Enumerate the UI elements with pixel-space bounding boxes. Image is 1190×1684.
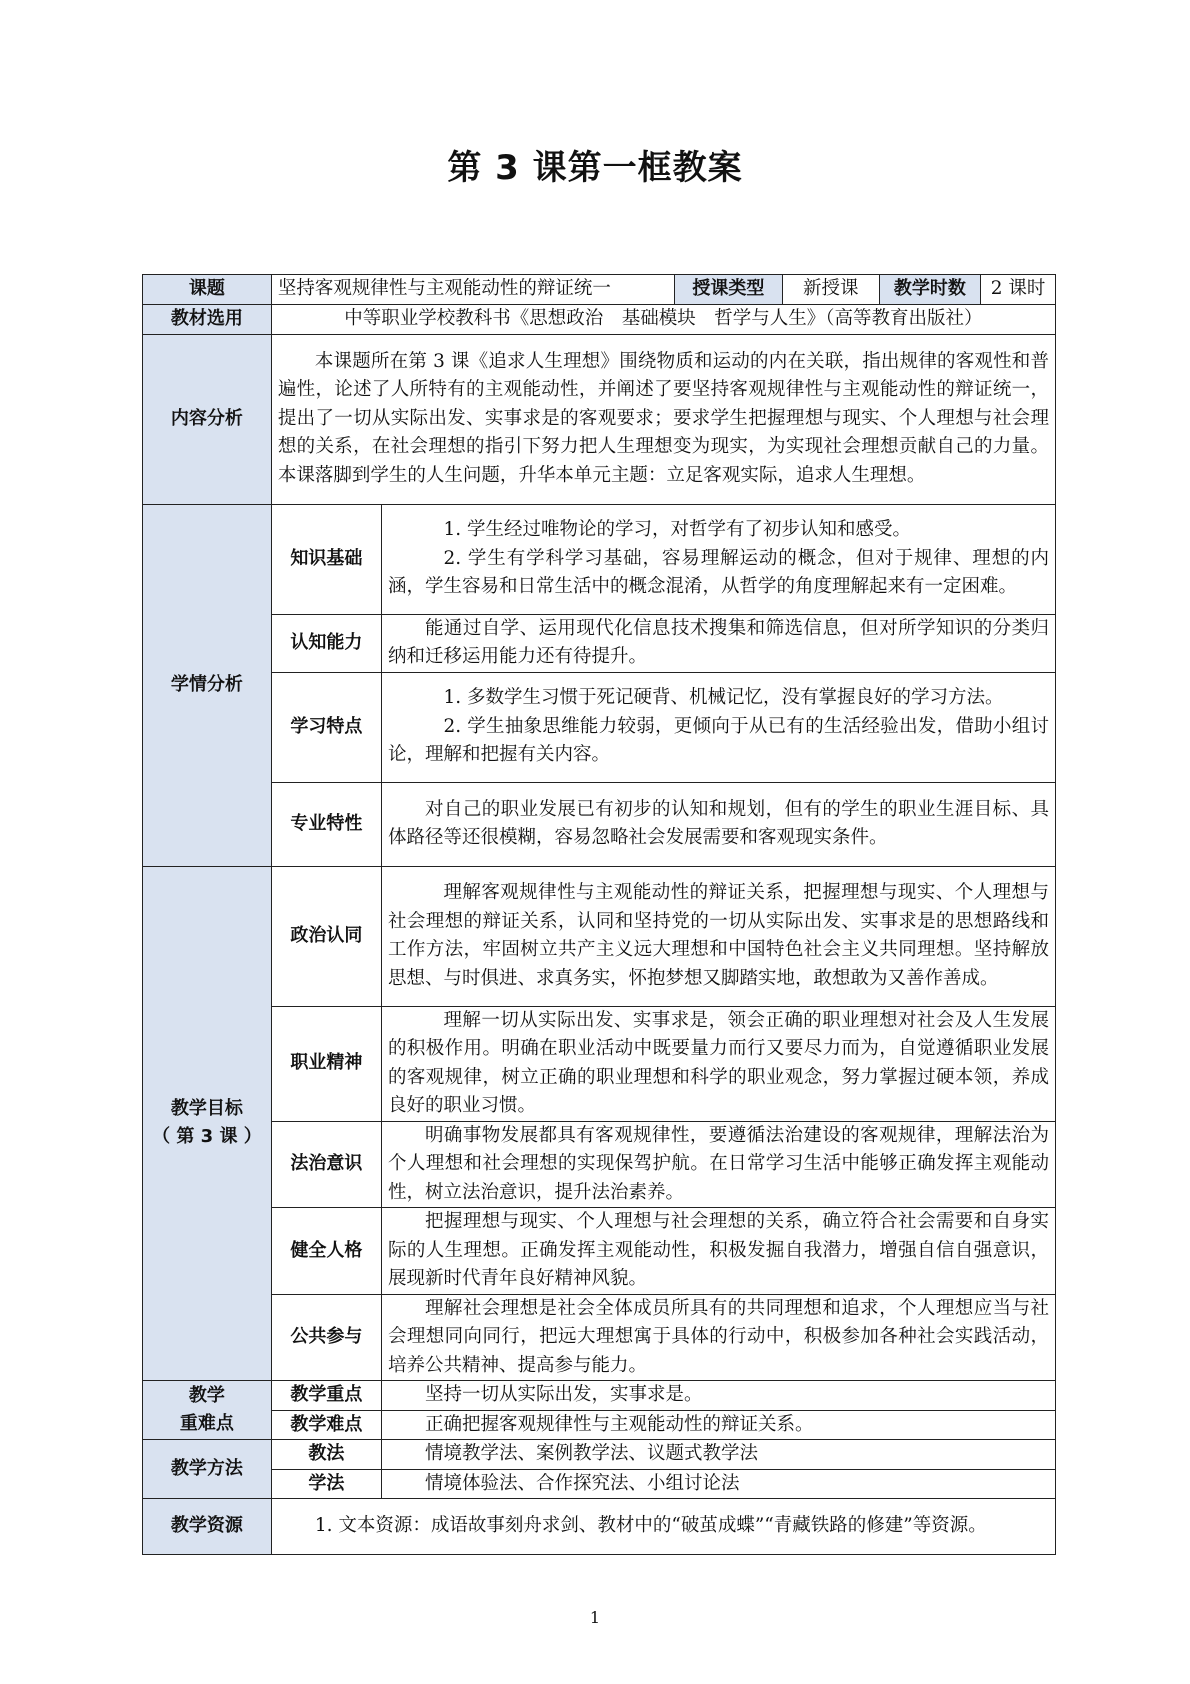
page-number: 1	[589, 1608, 601, 1627]
knowledge-base-point-2: 2. 学生有学科学习基础，容易理解运动的概念，但对于规律、理想的内涵，学生容易和日常生活中的概念混淆，从哲学的角度理解起来有一定困难。	[387, 547, 1049, 598]
resources-text: 1. 文本资源：成语故事刻舟求剑、教材中的“破茧成蝶”“青藏铁路的修建”等资源。	[271, 1499, 1055, 1555]
professional-traits-text: 对自己的职业发展已有初步的认知和规划，但有的学生的职业生涯目标、具体路径等还很模糊，容易忽略社会发展需要和客观现实条件。	[381, 782, 1055, 866]
objective-career-row	[143, 1006, 1056, 1121]
teaching-method-label: 教法	[271, 1440, 381, 1470]
rule-of-law-text: 明确事物发展都具有客观规律性，要遵循法治建设的客观规律，理解法治为个人理想和社会理想的实现保驾护航。在日常学习生活中能够正确发挥主观能动性，树立法治意识，提升法治素养。	[381, 1121, 1055, 1208]
content-analysis-label: 内容分析	[143, 334, 272, 504]
key-difficult-label-line-1: 教学	[188, 1384, 225, 1406]
public-participation-text: 理解社会理想是社会全体成员所具有的共同理想和追求，个人理想应当与社会理想同向同行，把远大理想寓于具体的行动中，积极参加各种社会实践活动，培养公共精神、提高参与能力。	[381, 1294, 1055, 1381]
rule-of-law-label: 法治意识	[271, 1121, 381, 1208]
learning-method-label: 学法	[271, 1469, 381, 1499]
knowledge-base-label: 知识基础	[271, 504, 381, 614]
teaching-method-text: 情境教学法、案例教学法、议题式教学法	[381, 1440, 1055, 1470]
resources-row	[143, 1499, 1056, 1555]
topic-label: 课题	[143, 275, 272, 305]
objectives-lesson: （ 第 3 课 ）	[152, 1126, 262, 1148]
public-participation-label: 公共参与	[271, 1294, 381, 1381]
student-analysis-knowledge-row	[143, 504, 1056, 614]
objective-law-row	[143, 1121, 1056, 1208]
difficult-point-label: 教学难点	[271, 1410, 381, 1440]
page-title: 第 3 课第一框教案	[447, 148, 743, 188]
learning-method-text: 情境体验法、合作探究法、小组讨论法	[381, 1469, 1055, 1499]
key-difficult-label	[143, 1381, 272, 1440]
career-spirit-text: 理解一切从实际出发、实事求是，领会正确的职业理想对社会及人生发展的积极作用。明确在职业活动中既要量力而行又要尽力而为，自觉遵循职业发展的客观规律，树立正确的职业理想和科学的职业观念，努力掌握过硬本领，养成良好的职业习惯。	[381, 1006, 1055, 1121]
objectives-label	[143, 866, 272, 1381]
knowledge-base-text	[381, 504, 1055, 614]
student-analysis-professional-row	[143, 782, 1056, 866]
topic-value: 坚持客观规律性与主观能动性的辩证统一	[271, 275, 674, 305]
textbook-row	[143, 305, 1056, 335]
cognition-label: 认知能力	[271, 614, 381, 672]
sound-personality-label: 健全人格	[271, 1208, 381, 1295]
objectives-title: 教学目标	[170, 1097, 243, 1119]
resources-label: 教学资源	[143, 1499, 272, 1555]
knowledge-base-point-1: 1. 学生经过唯物论的学习，对哲学有了初步认知和感受。	[443, 519, 912, 541]
student-analysis-learning-row	[143, 672, 1056, 782]
difficult-point-text: 正确把握客观规律性与主观能动性的辩证关系。	[381, 1410, 1055, 1440]
cognition-text: 能通过自学、运用现代化信息技术搜集和筛选信息，但对所学知识的分类归纳和迁移运用能力还有待提升。	[381, 614, 1055, 672]
key-difficult-label-line-2: 重难点	[179, 1413, 234, 1434]
learning-method-row	[143, 1469, 1056, 1499]
lesson-type-label: 授课类型	[674, 275, 782, 305]
objective-personality-row	[143, 1208, 1056, 1295]
professional-traits-label: 专业特性	[271, 782, 381, 866]
content-analysis-row	[143, 334, 1056, 504]
career-spirit-label: 职业精神	[271, 1006, 381, 1121]
textbook-value: 中等职业学校教科书《思想政治 基础模块 哲学与人生》（高等教育出版社）	[271, 305, 1055, 335]
learning-traits-point-1: 1. 多数学生习惯于死记硬背、机械记忆，没有掌握良好的学习方法。	[443, 687, 1004, 709]
topic-row	[143, 275, 1056, 305]
political-identity-text: 理解客观规律性与主观能动性的辩证关系，把握理想与现实、个人理想与社会理想的辩证关系，认同和坚持党的一切从实际出发、实事求是的思想路线和工作方法，牢固树立共产主义远大理想和中国特色社会主义共同理想。坚持解放思想、与时俱进、求真务实，怀抱梦想又脚踏实地，敢想敢为又善作善成。	[381, 866, 1055, 1006]
teaching-hours-value: 2 课时	[981, 275, 1056, 305]
lesson-type-value: 新授课	[782, 275, 879, 305]
student-analysis-cognition-row	[143, 614, 1056, 672]
objective-political-row	[143, 866, 1056, 1006]
student-analysis-label: 学情分析	[143, 504, 272, 866]
political-identity-label: 政治认同	[271, 866, 381, 1006]
teaching-hours-label: 教学时数	[879, 275, 980, 305]
key-point-label: 教学重点	[271, 1381, 381, 1411]
objective-public-row	[143, 1294, 1056, 1381]
difficult-point-row	[143, 1410, 1056, 1440]
teaching-method-row	[143, 1440, 1056, 1470]
textbook-label: 教材选用	[143, 305, 272, 335]
learning-traits-label: 学习特点	[271, 672, 381, 782]
learning-traits-point-2: 2. 学生抽象思维能力较弱，更倾向于从已有的生活经验出发，借助小组讨论，理解和把握有关内容。	[387, 715, 1049, 766]
content-analysis-text: 本课题所在第 3 课《追求人生理想》围绕物质和运动的内在关联，指出规律的客观性和普遍性，论述了人所特有的主观能动性，并阐述了要坚持客观规律性与主观能动性的辩证统一，提出了一切从实际出发、实事求是的客观要求；要求学生把握理想与现实、个人理想与社会理想的关系，在社会理想的指引下努力把人生理想变为现实，为实现社会理想贡献自己的力量。本课落脚到学生的人生问题，升华本单元主题：立足客观实际，追求人生理想。	[271, 334, 1055, 504]
sound-personality-text: 把握理想与现实、个人理想与社会理想的关系，确立符合社会需要和自身实际的人生理想。正确发挥主观能动性，积极发掘自我潜力，增强自信自强意识，展现新时代青年良好精神风貌。	[381, 1208, 1055, 1295]
lesson-plan-table	[142, 274, 1056, 1555]
learning-traits-text	[381, 672, 1055, 782]
methods-label: 教学方法	[143, 1440, 272, 1499]
key-point-row	[143, 1381, 1056, 1411]
key-point-text: 坚持一切从实际出发，实事求是。	[381, 1381, 1055, 1411]
